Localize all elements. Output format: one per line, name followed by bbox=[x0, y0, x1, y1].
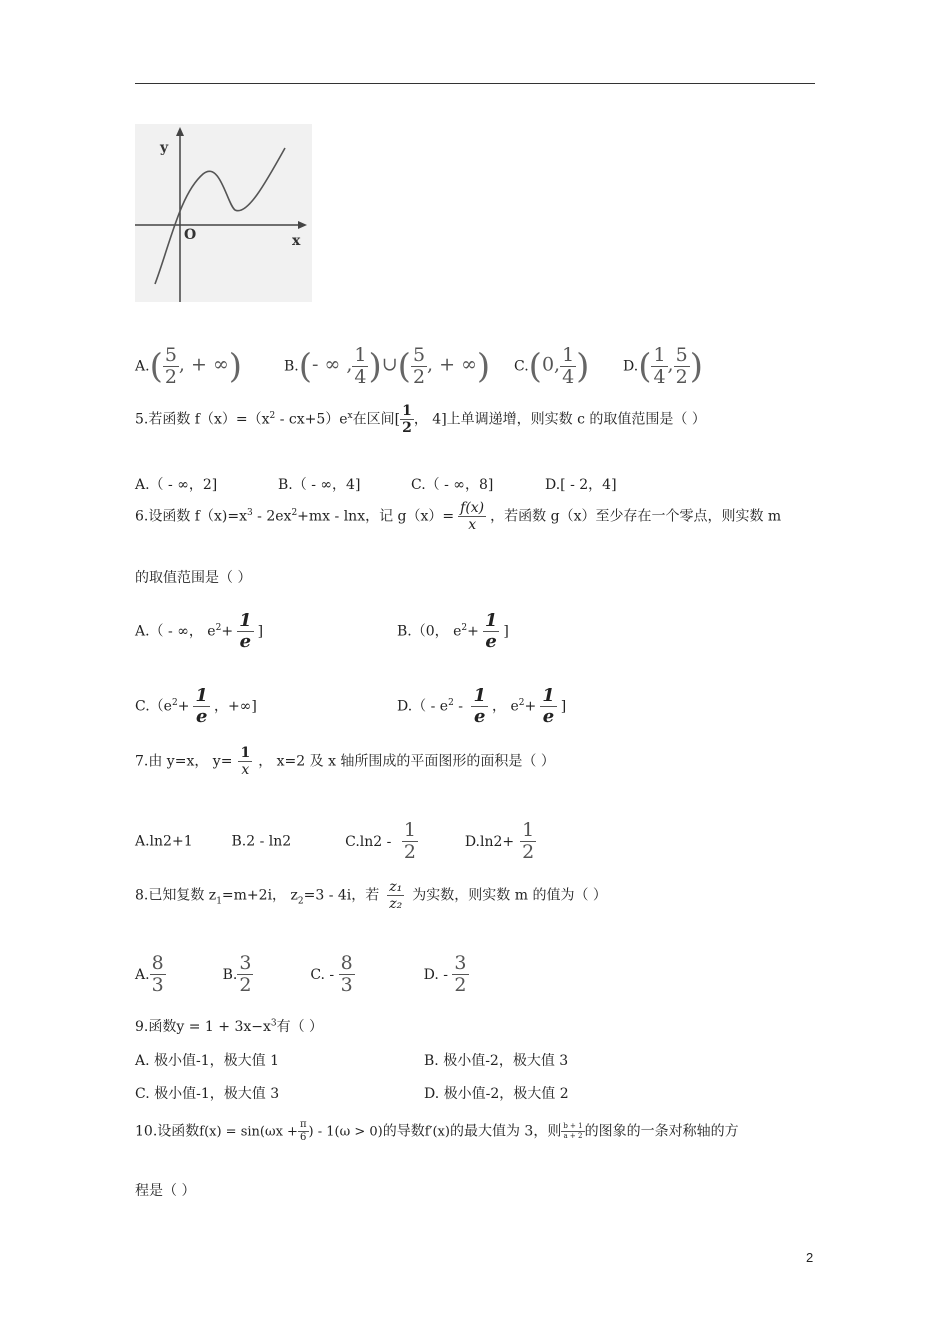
q8-option-c: C. - $\frac{8}{3}$ bbox=[310, 952, 353, 996]
y-axis-arrow-icon bbox=[176, 127, 184, 136]
x-axis-label: x bbox=[292, 233, 301, 249]
q6-stem: 6.设函数 $f(x)=x^3 - 2ex^2+mx - \ln x$，记 g（x）= $\frac{f(x)}{x}$ ，若函数 g（x）至少存在一个零点，则实数 m bbox=[135, 500, 782, 533]
q4-option-c: C.(0, $\frac{1}{4}$ ) bbox=[514, 344, 590, 388]
q9-option-c: C. 极小值-1，极大值 3 bbox=[135, 1086, 280, 1102]
q8-options bbox=[135, 954, 469, 995]
q5-option-b: B.（ - ∞，4] bbox=[278, 477, 361, 493]
q5-option-c: C.（ - ∞，8] bbox=[411, 477, 494, 493]
q7-option-b: B.2 - ln2 bbox=[231, 833, 292, 850]
q9-option-a: A. 极小值-1，极大值 1 bbox=[135, 1053, 280, 1069]
q7-option-d: D.ln2+ $\frac{1}{2}$ bbox=[464, 819, 535, 863]
q6-stem-line2: 的取值范围是（ ） bbox=[135, 570, 252, 586]
q9-option-d: D. 极小值-2，极大值 2 bbox=[424, 1086, 569, 1102]
q8-option-d: D. - $\frac{3}{2}$ bbox=[423, 952, 467, 996]
graph-svg bbox=[135, 124, 312, 302]
q6-option-c: $C.(e^2+$ $\frac{1}{e}$ ，+∞] bbox=[135, 685, 257, 727]
q6-option-b: B.（0， $e^2+$ $\frac{1}{e}$ ] bbox=[397, 610, 509, 652]
q5-option-d: D.[ - 2，4] bbox=[545, 477, 617, 493]
curve bbox=[155, 148, 285, 284]
q6-option-d: $D.( - e^2$ - $\frac{1}{e}$ ， $e^2+$ $\frac{1}{e}$ ] bbox=[397, 685, 567, 727]
q7-option-c: C.ln2 - $\frac{1}{2}$ bbox=[345, 819, 416, 863]
q5-option-a: A.（ - ∞，2] bbox=[135, 477, 218, 493]
q4-option-d: D.( $\frac{1}{4}$ , $\frac{5}{2}$ ) bbox=[623, 344, 703, 388]
y-axis-label: y bbox=[160, 140, 169, 156]
q4-option-b: B.(- ∞ , $\frac{1}{4}$ )∪( $\frac{5}{2}$ , + ∞) bbox=[284, 344, 491, 388]
q9-stem: 9.函数$y = 1 + 3x-x^3$有（ ） bbox=[135, 1018, 324, 1035]
q7-options bbox=[135, 821, 536, 862]
q8-option-a: A. $\frac{8}{3}$ bbox=[135, 952, 164, 996]
q8-stem: 8.已知复数 $z_1=m+2i$， $z_2=3 - 4i$，若 $\frac{\text{z₁}}{\text{z₂}}$ 为实数，则实数 m 的值为（ ） bbox=[135, 879, 607, 912]
page-number: 2 bbox=[806, 1250, 814, 1265]
function-graph bbox=[135, 124, 312, 302]
header-rule bbox=[135, 83, 815, 84]
q7-option-a: A.ln2+1 bbox=[135, 833, 193, 850]
q10-stem: 10.设函数f(x) = sin(ωx + $\frac{\pi}{6}$ ) - 1(ω > 0)的导数f′(x)的最大值为 3，则 $\frac{b + 1}{a + 2}$ 的图象的一条对称轴的方 bbox=[135, 1119, 739, 1143]
q4-option-a: A.( $\frac{5}{2}$ , + ∞) bbox=[135, 344, 243, 388]
q5-stem: 5.若函数 $f(x)=(x^2 - cx+5)e^x$在区间[ $\frac{1}{2}$ ， 4]上单调递增，则实数 c 的取值范围是（ ） bbox=[135, 403, 706, 436]
x-axis-arrow-icon bbox=[298, 221, 307, 229]
origin-label: O bbox=[184, 227, 197, 243]
q7-stem: 7.由 y=x， y= $\frac{1}{x}$ ， x=2 及 x 轴所围成的平面图形的面积是（ ） bbox=[135, 745, 555, 778]
q6-option-a: A.（ - ∞， $e^2+$ $\frac{1}{e}$ ] bbox=[135, 610, 264, 652]
q9-option-b: B. 极小值-2，极大值 3 bbox=[424, 1053, 569, 1069]
q10-stem-line2: 程是（ ） bbox=[135, 1183, 196, 1199]
q8-option-b: B. $\frac{3}{2}$ bbox=[222, 952, 252, 996]
